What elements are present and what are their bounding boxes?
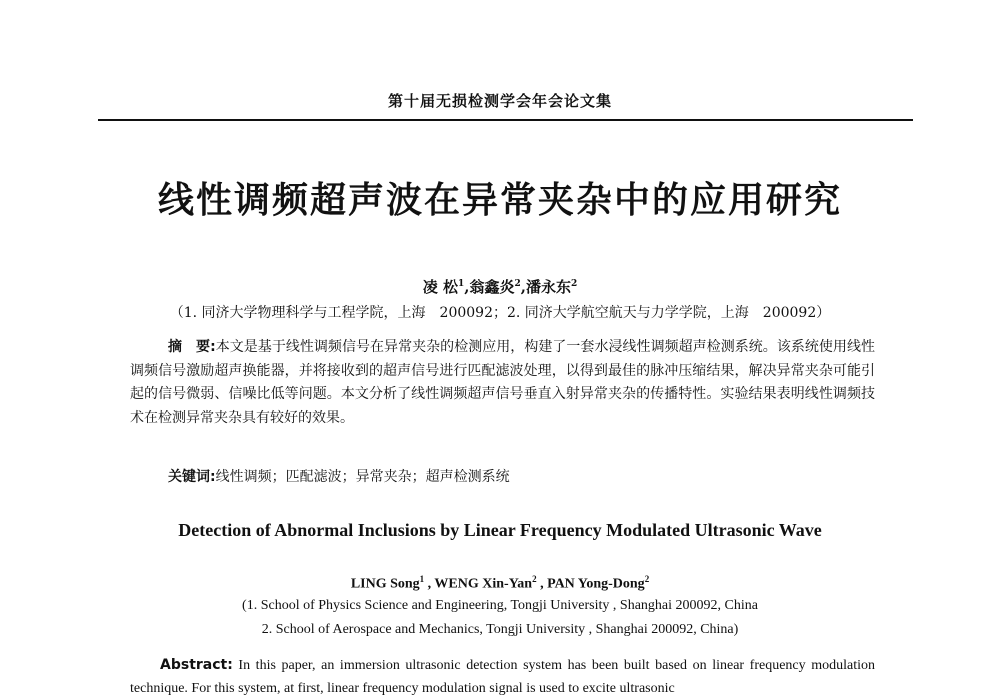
affiliation-en-2: 2. School of Aerospace and Mechanics, Tongji University , Shanghai 200092, China): [261, 622, 739, 637]
author-sup: 1: [419, 574, 425, 584]
authors-cn: [0, 276, 1000, 297]
abstract-label-cn: 摘 要:: [168, 339, 216, 355]
abstract-text-cn: 本文是基于线性调频信号在异常夹杂的检测应用，构建了一套水浸线性调频超声检测系统。该系统使用线性调频信号激励超声换能器，并将接收到的超声信号进行匹配滤波处理，以得到最佳的脉冲压缩结果，解决异常夹杂可能引起的信号微弱、信噪比低等问题。本文分析了线性调频超声信号垂直入射异常夹杂的传播特性。实验结果表明线性调频技术在检测异常夹杂具有较好的效果。: [130, 339, 875, 426]
author-name: 翁鑫炎: [469, 278, 515, 296]
abstract-cn: [130, 336, 875, 430]
author-name: LING Song: [350, 576, 420, 592]
journal-header: 第十届无损检测学会年会论文集: [387, 92, 612, 110]
author-name: WENG Xin-Yan: [434, 576, 533, 592]
author-sep: ,: [536, 576, 548, 592]
author-sep: ,: [520, 278, 526, 296]
keywords-cn: [130, 466, 875, 490]
author-sup: 1: [457, 279, 465, 289]
author-name: PAN Yong-Dong: [547, 576, 645, 592]
affiliation-cn: （1. 同济大学物理科学与工程学院，上海 200092；2. 同济大学航空航天与力学学院，上海 200092）: [169, 305, 831, 321]
author-name: 凌 松: [422, 278, 458, 296]
affiliation-en-1: (1. School of Physics Science and Engineering, Tongji University , Shanghai 200092, China: [242, 598, 758, 613]
header-rule: [98, 119, 913, 121]
author-sup: 2: [514, 279, 521, 289]
keywords-label-cn: 关键词:: [168, 469, 216, 485]
authors-en: [0, 574, 1000, 593]
abstract-label-en: Abstract:: [160, 657, 233, 673]
keywords-text-cn: 线性调频；匹配滤波；异常夹杂；超声检测系统: [215, 469, 510, 485]
author-sup: 2: [644, 574, 650, 584]
author-name: 潘永东: [525, 278, 571, 296]
author-sep: ,: [464, 278, 470, 296]
abstract-text-en: In this paper, an immersion ultrasonic detection system has been built based on linear frequency modulation technique. For this system, at first, linear frequency modulation signal is used to excite ultrasonic: [130, 658, 875, 696]
author-sep: ,: [424, 576, 435, 592]
abstract-en: [130, 654, 875, 700]
author-sup: 2: [532, 574, 537, 584]
paper-title-en: Detection of Abnormal Inclusions by Linear Frequency Modulated Ultrasonic Wave: [178, 520, 822, 540]
author-sup: 2: [571, 279, 578, 289]
paper-title-cn: 线性调频超声波在异常夹杂中的应用研究: [157, 180, 842, 221]
